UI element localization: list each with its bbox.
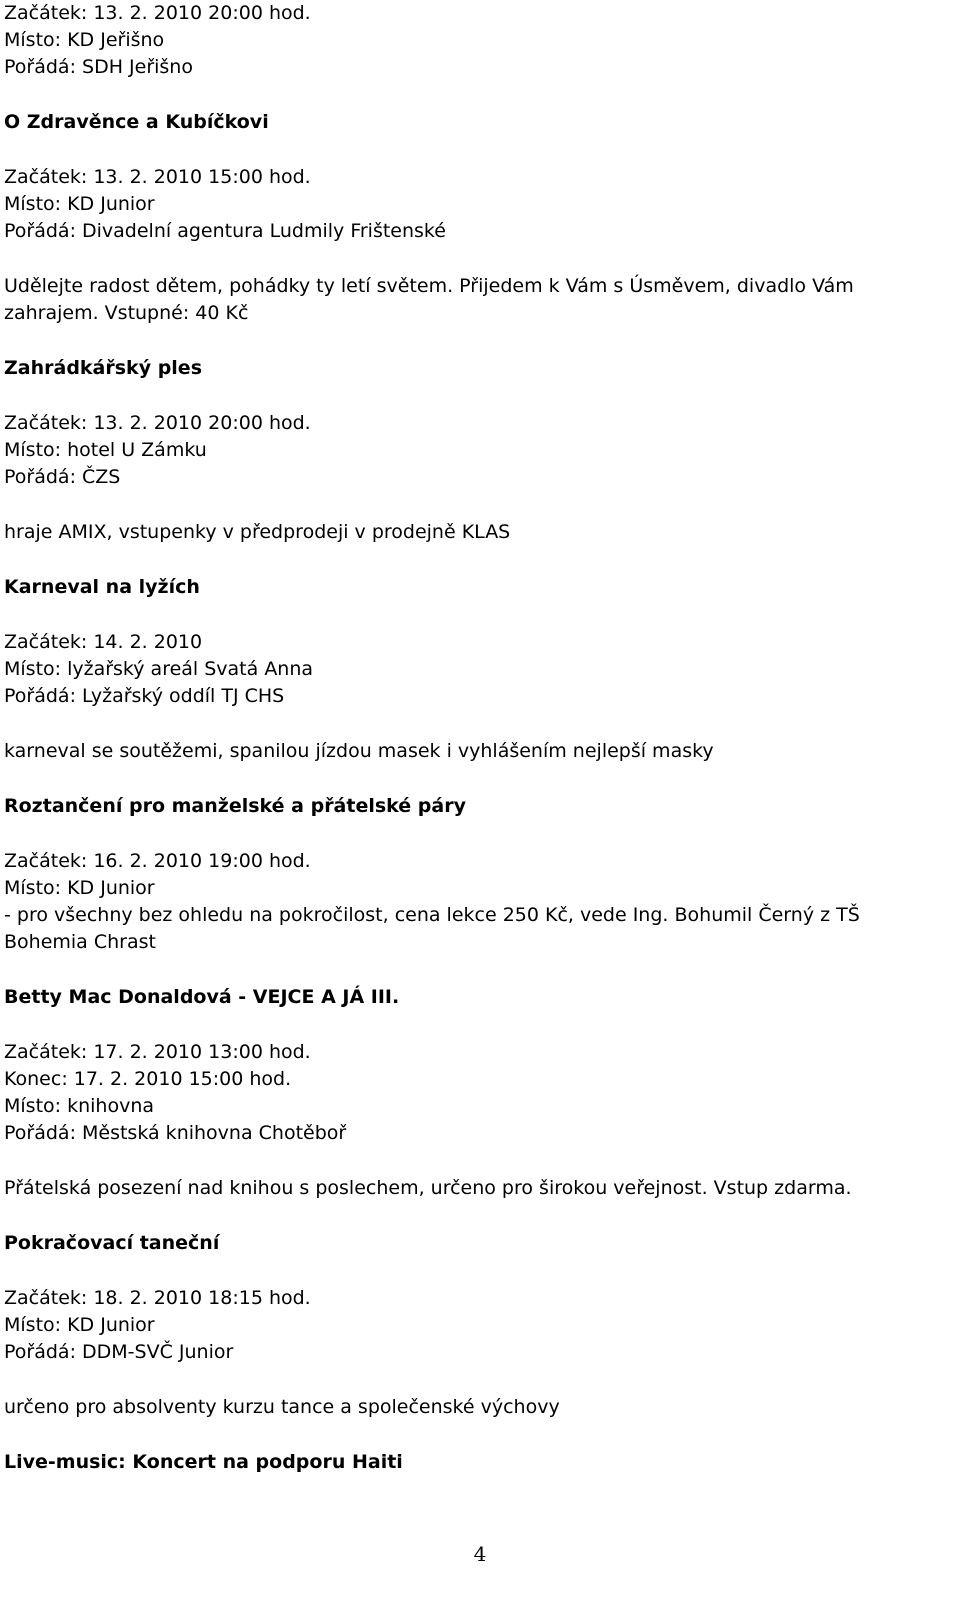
text-line: Přátelská posezení nad knihou s poslechem, určeno pro širokou veřejnost. Vstup zdarma. xyxy=(4,1177,852,1199)
text-line: Bohemia Chrast xyxy=(4,931,156,953)
event-title: Karneval na lyžích xyxy=(4,576,200,598)
paragraph-spacer xyxy=(4,245,954,273)
paragraph-spacer xyxy=(4,382,954,410)
text-line: Pořádá: DDM-SVČ Junior xyxy=(4,1341,234,1363)
paragraph-spacer xyxy=(4,1202,954,1230)
text-line: - pro všechny bez ohledu na pokročilost, cena lekce 250 Kč, vede Ing. Bohumil Černý z TŠ xyxy=(4,904,860,926)
text-line: Začátek: 13. 2. 2010 15:00 hod. xyxy=(4,166,311,188)
text-line: karneval se soutěžemi, spanilou jízdou masek i vyhlášením nejlepší masky xyxy=(4,740,714,762)
text-line: Místo: KD Junior xyxy=(4,1314,155,1336)
paragraph-spacer xyxy=(4,1257,954,1285)
text-line: Začátek: 13. 2. 2010 20:00 hod. xyxy=(4,2,311,24)
paragraph-spacer xyxy=(4,327,954,355)
paragraph-spacer xyxy=(4,601,954,629)
text-line: Začátek: 13. 2. 2010 20:00 hod. xyxy=(4,412,311,434)
text-line: zahrajem. Vstupné: 40 Kč xyxy=(4,302,249,324)
paragraph-spacer xyxy=(4,1011,954,1039)
text-line: Místo: lyžařský areál Svatá Anna xyxy=(4,658,314,680)
paragraph-spacer xyxy=(4,546,954,574)
text-line: Místo: KD Junior xyxy=(4,877,155,899)
text-line: hraje AMIX, vstupenky v předprodeji v prodejně KLAS xyxy=(4,521,511,543)
event-title: Roztančení pro manželské a přátelské páry xyxy=(4,795,466,817)
document-page xyxy=(4,0,954,1476)
text-line: Začátek: 18. 2. 2010 18:15 hod. xyxy=(4,1287,311,1309)
event-title: Live-music: Koncert na podporu Haiti xyxy=(4,1451,403,1473)
paragraph-spacer xyxy=(4,491,954,519)
page-number: 4 xyxy=(473,1542,487,1566)
text-line: Pořádá: Divadelní agentura Ludmily Frištenské xyxy=(4,220,446,242)
text-line: Místo: KD Junior xyxy=(4,193,155,215)
event-title: Pokračovací taneční xyxy=(4,1232,220,1254)
text-line: určeno pro absolventy kurzu tance a společenské výchovy xyxy=(4,1396,560,1418)
event-title: Betty Mac Donaldová - VEJCE A JÁ III. xyxy=(4,986,400,1008)
paragraph-spacer xyxy=(4,1147,954,1175)
paragraph-spacer xyxy=(4,1366,954,1394)
text-line: Místo: knihovna xyxy=(4,1095,155,1117)
paragraph-spacer xyxy=(4,710,954,738)
paragraph-spacer xyxy=(4,820,954,848)
paragraph-spacer xyxy=(4,956,954,984)
text-line: Konec: 17. 2. 2010 15:00 hod. xyxy=(4,1068,292,1090)
paragraph-spacer xyxy=(4,1421,954,1449)
text-line: Začátek: 16. 2. 2010 19:00 hod. xyxy=(4,850,311,872)
event-title: Zahrádkářský ples xyxy=(4,357,202,379)
text-line: Pořádá: SDH Jeřišno xyxy=(4,56,193,78)
text-line: Pořádá: Lyžařský oddíl TJ CHS xyxy=(4,685,285,707)
paragraph-spacer xyxy=(4,136,954,164)
text-line: Pořádá: Městská knihovna Chotěboř xyxy=(4,1122,347,1144)
text-line: Místo: hotel U Zámku xyxy=(4,439,207,461)
text-line: Udělejte radost dětem, pohádky ty letí světem. Přijedem k Vám s Úsměvem, divadlo Vám xyxy=(4,275,854,297)
paragraph-spacer xyxy=(4,81,954,109)
event-title: O Zdravěnce a Kubíčkovi xyxy=(4,111,269,133)
text-line: Místo: KD Jeřišno xyxy=(4,29,165,51)
paragraph-spacer xyxy=(4,765,954,793)
text-line: Začátek: 17. 2. 2010 13:00 hod. xyxy=(4,1041,311,1063)
text-line: Pořádá: ČZS xyxy=(4,466,121,488)
text-line: Začátek: 14. 2. 2010 xyxy=(4,631,203,653)
